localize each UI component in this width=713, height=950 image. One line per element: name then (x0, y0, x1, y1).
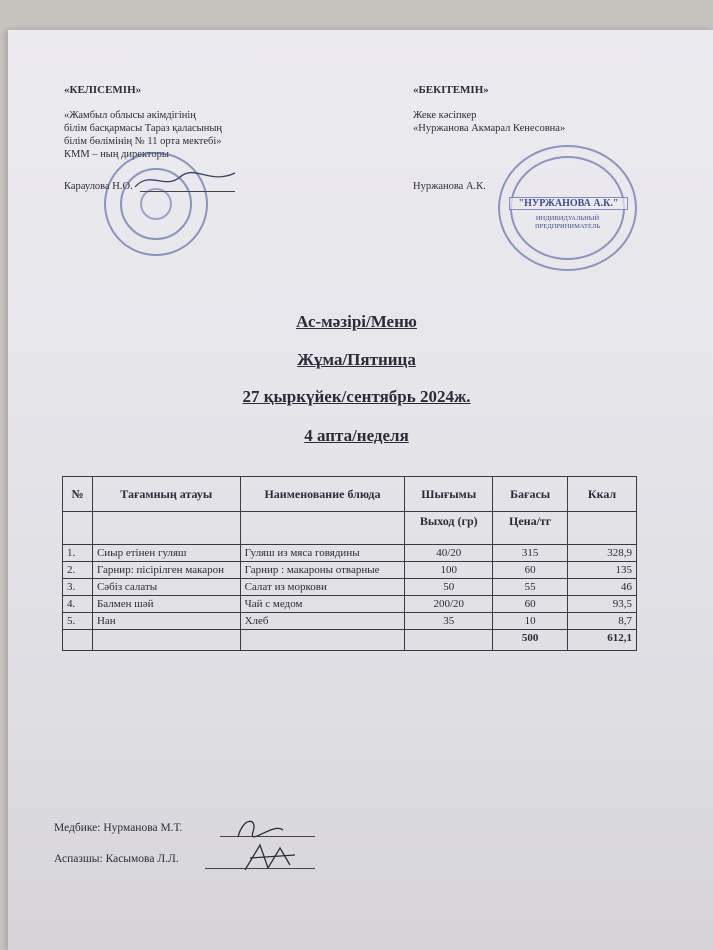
week-title: 4 апта/неделя (304, 426, 409, 445)
row-num: 5. (63, 613, 93, 630)
row-yield: 40/20 (405, 545, 493, 562)
table-total-row (63, 630, 637, 651)
stamp-line1: ИНДИВИДУАЛЬНЫЙ (535, 215, 600, 222)
cook-signature-label: Аспазшы: Касымова Л.Л. (54, 853, 179, 865)
col-price-kz-header: Бағасы (493, 477, 568, 512)
row-dish-ru: Чай с медом (240, 596, 405, 613)
approval-right-line1: Жеке кәсіпкер (413, 110, 477, 121)
row-num: 2. (63, 562, 93, 579)
nurse-signature-label: Медбике: Нурманова М.Т. (54, 822, 183, 834)
row-kcal: 46 (568, 579, 637, 596)
col-yield-ru-header: Выход (гр) (405, 512, 493, 545)
table-row (63, 613, 637, 630)
row-price: 315 (493, 545, 568, 562)
col-kcal-header: Ккал (568, 477, 637, 512)
col-name-kz-header: Тағамның атауы (92, 477, 240, 512)
date-title: 27 қыркүйек/сентябрь 2024ж. (242, 387, 471, 406)
signature-left-scribble (130, 165, 240, 195)
nurse-signature-scribble (228, 812, 288, 842)
row-dish-ru: Салат из моркови (240, 579, 405, 596)
approval-right-signer: Нуржанова А.К. (413, 181, 486, 192)
stamp-line2: ПРЕДПРИНИМАТЕЛЬ (534, 223, 600, 230)
row-num: 1. (63, 545, 93, 562)
col-yield-kz-header: Шығымы (405, 477, 493, 512)
row-price: 60 (493, 562, 568, 579)
row-dish-kz: Сәбіз салаты (92, 579, 240, 596)
approval-left-line1: «Жамбыл облысы әкімдігінің (64, 110, 196, 121)
approval-right-heading: «БЕКІТЕМІН» (413, 84, 489, 96)
row-yield: 100 (405, 562, 493, 579)
row-yield: 50 (405, 579, 493, 596)
approval-left-line4: КММ – ның директоры (64, 149, 169, 160)
row-dish-ru: Гуляш из мяса говядины (240, 545, 405, 562)
row-dish-ru: Гарнир : макароны отварные (240, 562, 405, 579)
col-num-header: № (63, 477, 93, 512)
col-name-ru-header: Наименование блюда (240, 477, 405, 512)
row-kcal: 8,7 (568, 613, 637, 630)
approval-left-heading: «КЕЛІСЕМІН» (64, 84, 142, 96)
row-kcal: 93,5 (568, 596, 637, 613)
table-row (63, 545, 637, 562)
row-price: 60 (493, 596, 568, 613)
approval-left-line3: білім бөлімінің № 11 орта мектебі» (64, 136, 222, 147)
cook-signature-scribble (240, 840, 300, 875)
stamp-name: "НУРЖАНОВА А.К." (509, 197, 628, 210)
row-dish-kz: Нан (92, 613, 240, 630)
row-kcal: 135 (568, 562, 637, 579)
total-kcal: 612,1 (568, 630, 637, 651)
row-dish-kz: Балмен шәй (92, 596, 240, 613)
menu-title: Ас-мәзірі/Меню (296, 312, 417, 331)
menu-table (62, 476, 637, 651)
col-price-ru-header: Цена/тг (493, 512, 568, 545)
row-yield: 35 (405, 613, 493, 630)
row-price: 10 (493, 613, 568, 630)
day-title: Жұма/Пятница (297, 350, 416, 369)
table-row (63, 579, 637, 596)
row-num: 3. (63, 579, 93, 596)
table-header-row (63, 477, 637, 512)
approval-right-line2: «Нуржанова Акмарал Кенесовна» (413, 123, 566, 134)
approval-left-signer: Караулова Н.О. (64, 181, 133, 192)
row-kcal: 328,9 (568, 545, 637, 562)
total-price: 500 (493, 630, 568, 651)
row-dish-kz: Сиыр етінен гуляш (92, 545, 240, 562)
entrepreneur-stamp (498, 145, 637, 271)
row-dish-kz: Гарнир: пісірілген макарон (92, 562, 240, 579)
row-price: 55 (493, 579, 568, 596)
table-row (63, 562, 637, 579)
row-yield: 200/20 (405, 596, 493, 613)
approval-left-line2: білім басқармасы Тараз қаласының (64, 123, 223, 134)
row-num: 4. (63, 596, 93, 613)
table-row (63, 596, 637, 613)
row-dish-ru: Хлеб (240, 613, 405, 630)
table-subheader-row (63, 512, 637, 545)
